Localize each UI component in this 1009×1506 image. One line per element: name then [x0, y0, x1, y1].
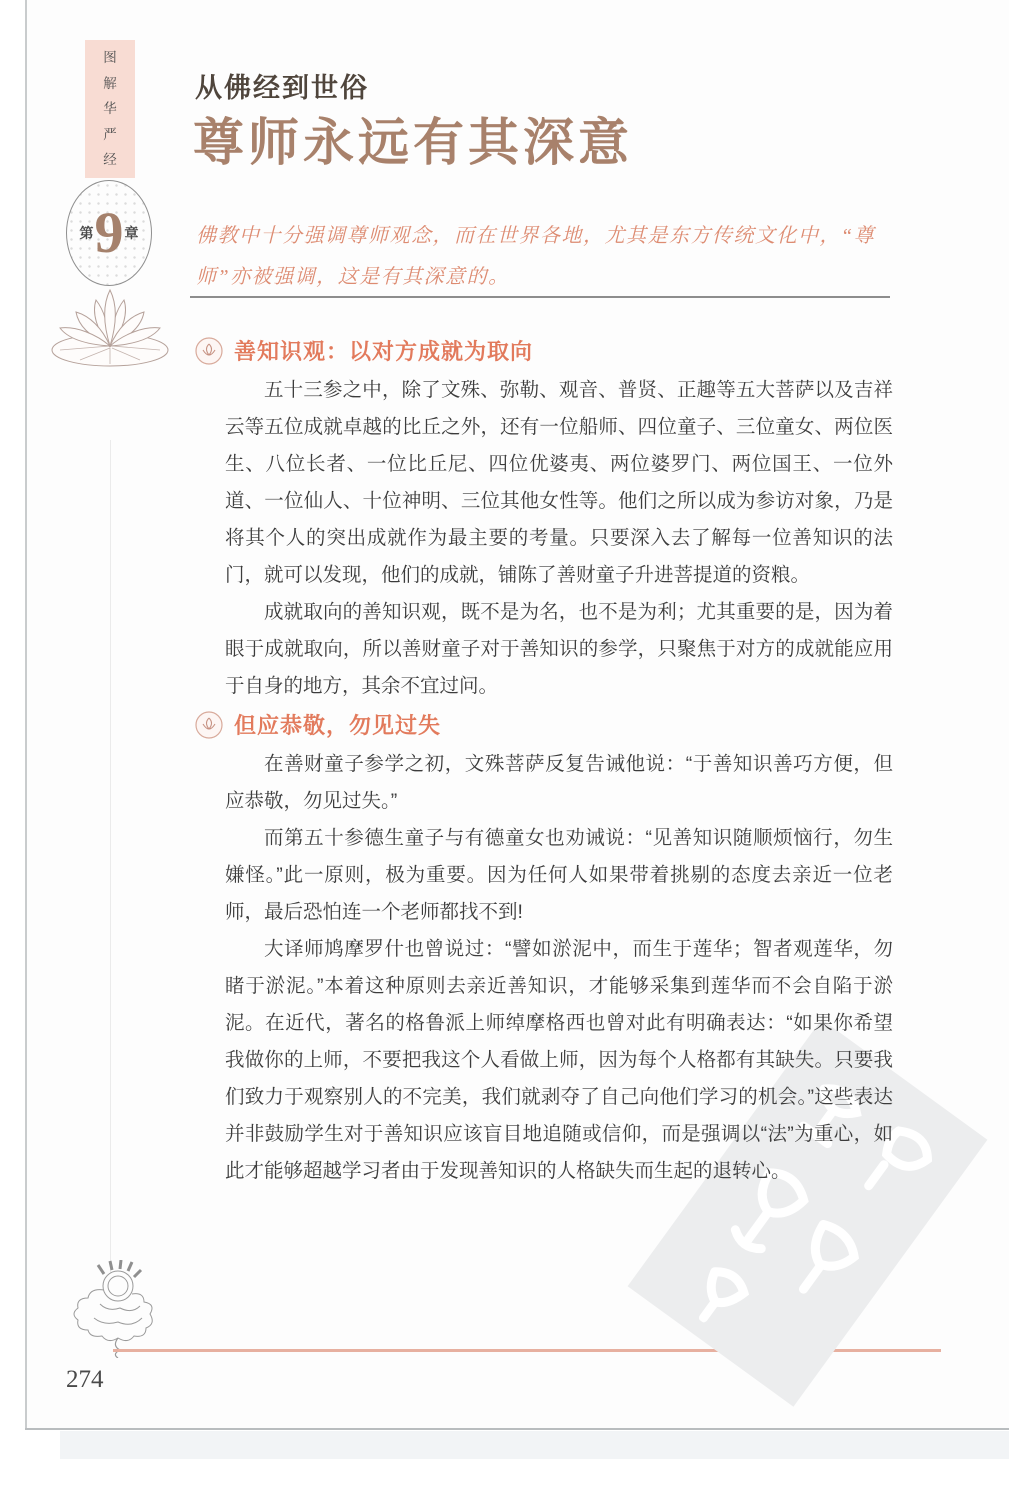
series-char: 华: [103, 101, 117, 117]
page-left-edge: [25, 0, 27, 1428]
paragraph: 大译师鸠摩罗什也曾说过：“譬如淤泥中，而生于莲华；智者观莲华，勿睹于淤泥。”本着这种原则去亲近善知识，才能够采集到莲华而不会自陷于淤泥。在近代，著名的格鲁派上师绰摩格西也曾对此有明确表达：“如果你希望我做你的上师，不要把我这个人看做上师，因为每个人格都有其缺失。只要我们致力于观察别人的不完美，我们就剥夺了自己向他们学习的机会。”这些表达并非鼓励学生对于善知识应该盲目地追随或信仰，而是强调以“法”为重心，如此才能够超越学习者由于发现善知识的人格缺失而生起的退转心。: [225, 938, 893, 1182]
section-heading-text: 善知识观：以对方成就为取向: [234, 339, 534, 364]
section-heading-2: [194, 709, 441, 740]
section-2-body: [225, 746, 893, 1190]
article-title: 尊师永远有其深意: [193, 116, 634, 172]
page-number: 274: [66, 1366, 104, 1393]
series-char: 严: [103, 126, 117, 142]
cloud-illustration: [60, 1260, 178, 1363]
chapter-suffix: 章: [124, 225, 139, 241]
section-heading-text: 但应恭敬，勿见过失: [234, 713, 442, 738]
chapter-number: 9: [94, 200, 124, 265]
lotus-illustration: [46, 284, 180, 375]
lotus-seal-icon: [194, 336, 224, 366]
intro-divider-rule: [190, 296, 890, 298]
paragraph: 在善财童子参学之初，文殊菩萨反复告诫他说：“于善知识善巧方便，但应恭敬，勿见过失。”: [225, 753, 893, 812]
scan-shadow-strip: [60, 1431, 1009, 1459]
series-char: 解: [103, 75, 117, 91]
section-1-body: [225, 372, 893, 705]
section-heading-1: [194, 335, 533, 366]
article-kicker: 从佛经到世俗: [195, 73, 369, 103]
series-title-band: [85, 40, 135, 178]
page-crease-line: [110, 440, 111, 1300]
paragraph: 而第五十参德生童子与有德童女也劝诫说：“见善知识随顺烦恼行，勿生嫌怪。”此一原则，极为重要。因为任何人如果带着挑剔的态度去亲近一位老师，最后恐怕连一个老师都找不到!: [225, 827, 893, 923]
chapter-prefix: 第: [79, 225, 94, 241]
chapter-badge: [66, 180, 152, 286]
paragraph: 五十三参之中，除了文殊、弥勒、观音、普贤、正趣等五大菩萨以及吉祥云等五位成就卓越的比丘之外，还有一位船师、四位童子、三位童女、两位医生、八位长者、一位比丘尼、四位优婆夷、两位婆罗门、两位国王、一位外道、一位仙人、十位神明、三位其他女性等。他们之所以成为参访对象，乃是将其个人的突出成就作为最主要的考量。只要深入去了解每一位善知识的法门，就可以发现，他们的成就，铺陈了善财童子升进菩提道的资粮。: [225, 379, 893, 586]
paragraph: 成就取向的善知识观，既不是为名，也不是为利；尤其重要的是，因为着眼于成就取向，所以善财童子对于善知识的参学，只聚焦于对方的成就能应用于自身的地方，其余不宜过问。: [225, 601, 893, 697]
series-char: 图: [103, 50, 117, 66]
page-bottom-edge: [25, 1428, 1009, 1430]
series-char: 经: [103, 152, 117, 168]
article-intro: 佛教中十分强调尊师观念，而在世界各地，尤其是东方传统文化中，“尊师”亦被强调，这是有其深意的。: [196, 225, 876, 288]
lotus-seal-icon: [194, 710, 224, 740]
